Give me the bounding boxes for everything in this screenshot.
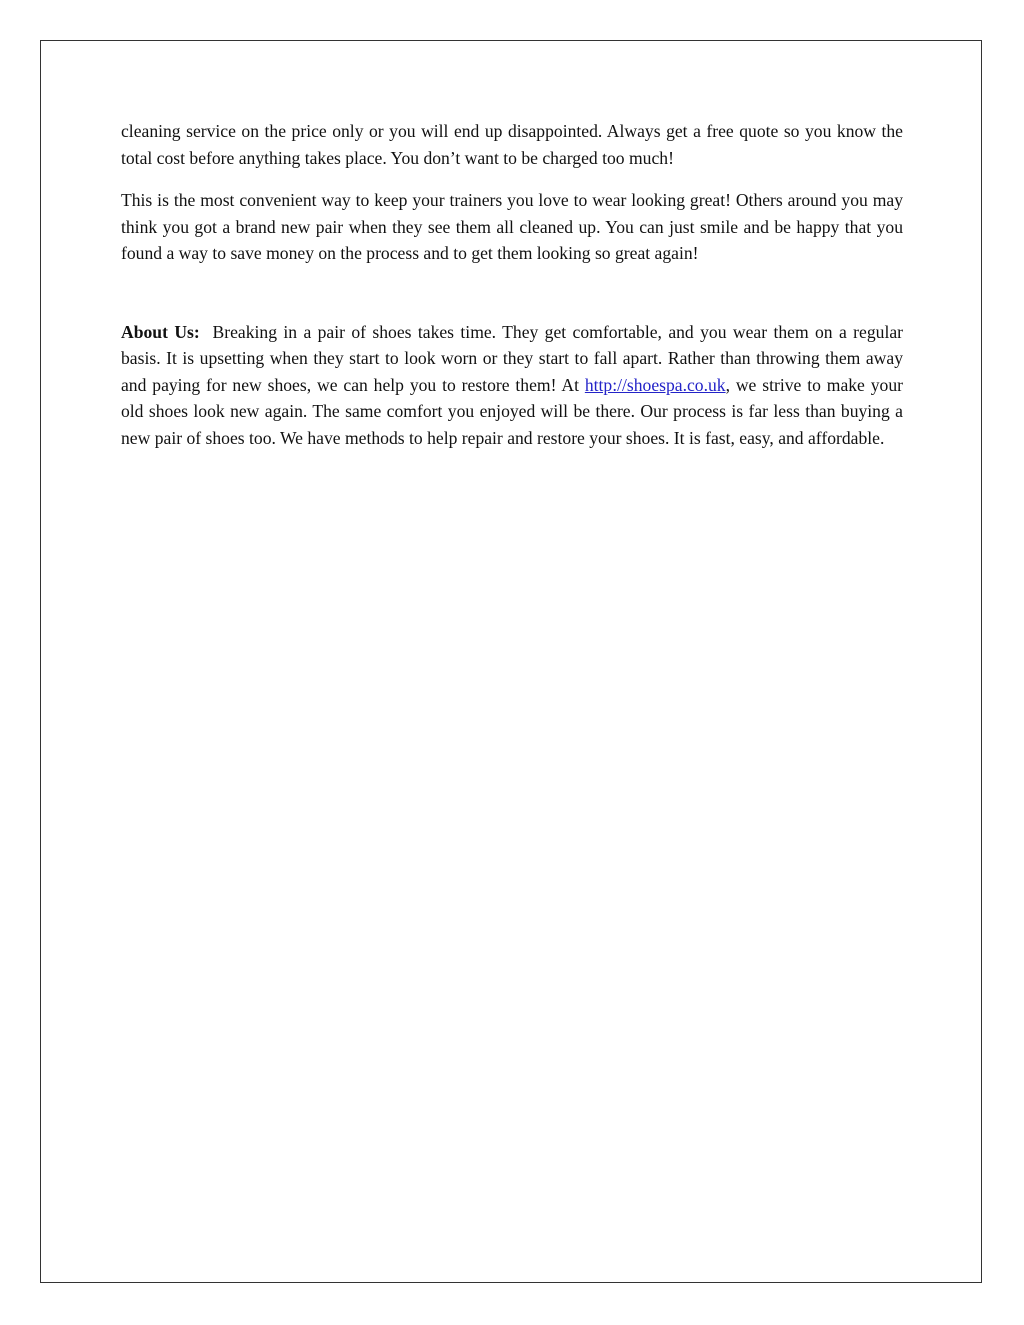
about-us-text-before-link: Breaking in a pair of shoes takes time. They get comfortable, and you wear them on a regular basis. It is upsetting when they start to look worn or they start to fall apart. Rather than throwing them away and paying for new shoes, we can help you to restore them! At: [121, 321, 903, 395]
paragraph-about-us: [121, 319, 903, 452]
shoespa-link[interactable]: http://shoespa.co.uk: [584, 374, 726, 395]
about-us-heading: About Us:: [121, 321, 200, 342]
about-us-text-after-link: , we strive to make your old shoes look new again. The same comfort you enjoyed will be there. Our process is far less than buying a new pair of shoes too. We have methods to help repair and restore your shoes. It is fast, easy, and affordable.: [121, 374, 903, 448]
paragraph-cleaning-service: cleaning service on the price only or you will end up disappointed. Always get a free quote so you know the total cost before anything takes place. You don’t want to be charged too much!: [121, 121, 903, 168]
paragraph-convenient-way: This is the most convenient way to keep your trainers you love to wear looking great! Others around you may think you got a brand new pair when they see them all cleaned up. You can just smile and be happy that you found a way to save money on the process and to get them looking so great again!: [121, 190, 903, 263]
document-body: [121, 118, 903, 467]
